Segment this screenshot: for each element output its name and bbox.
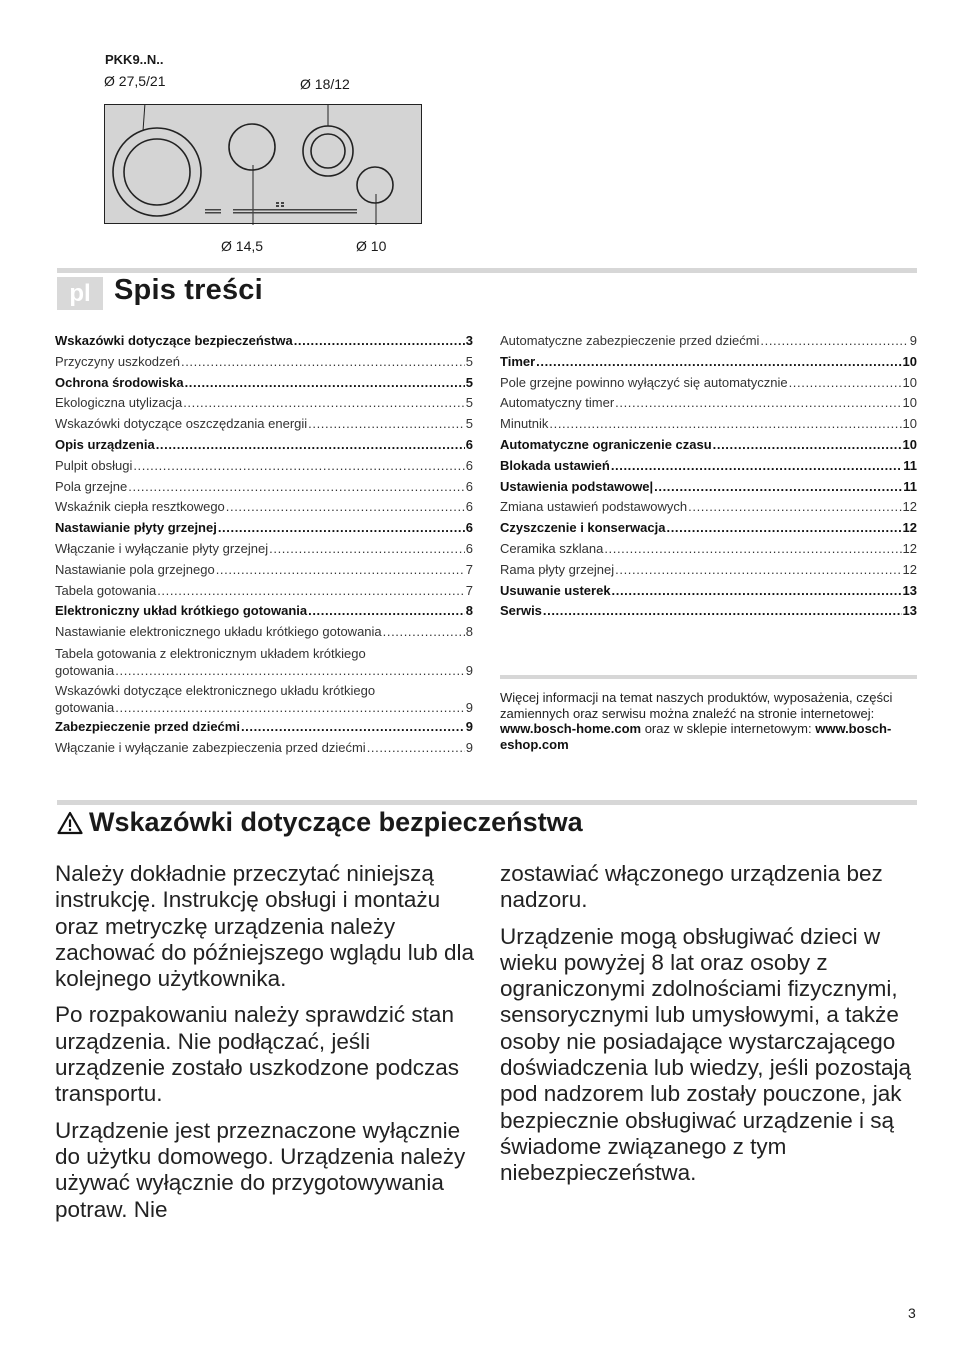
toc-entry[interactable]: [55, 643, 473, 680]
toc-leader-dots: [115, 699, 464, 716]
toc-entry-title: Włączanie i wyłączanie zabezpieczenia przed dziećmi: [55, 739, 366, 755]
toc-entry-page: 7: [465, 561, 473, 577]
toc-entry[interactable]: [500, 331, 917, 352]
toc-entry-page: 5: [465, 416, 473, 432]
safety-paragraph: Po rozpakowaniu należy sprawdzić stan urządzenia. Nie podłączać, jeśli urządzenie zostało uszkodzone podczas transportu.: [55, 1002, 460, 1107]
hob-diagram: [104, 104, 422, 224]
toc-entry[interactable]: [55, 560, 473, 581]
toc-entry-page: 11: [903, 457, 917, 473]
toc-entry-page: 6: [465, 457, 473, 473]
warning-triangle-icon: [57, 811, 83, 835]
toc-entry-title: Nastawianie płyty grzejnej: [55, 520, 217, 536]
toc-leader-dots: [133, 456, 464, 477]
toc-leader-dots: [666, 518, 901, 539]
diameter-label-small: Ø 10: [356, 238, 387, 254]
toc-leader-dots: [604, 539, 901, 560]
toc-entry[interactable]: [55, 373, 473, 394]
safety-left-column: [55, 861, 475, 1233]
toc-leader-dots: [156, 435, 465, 456]
toc-entry-title: Timer: [500, 353, 536, 369]
toc-entry[interactable]: [500, 456, 917, 477]
language-badge: pl: [57, 277, 103, 310]
toc-entry-page: 8: [465, 624, 473, 640]
toc-leader-dots: [181, 352, 465, 373]
toc-entry[interactable]: [55, 717, 473, 738]
zone-large-outer: [113, 128, 201, 216]
toc-entry-title: Minutnik: [500, 416, 549, 432]
toc-entry-title-cont: gotowania: [55, 699, 115, 715]
toc-entry[interactable]: [500, 581, 917, 602]
toc-entry[interactable]: [500, 435, 917, 456]
toc-entry-title: Zmiana ustawień podstawowych: [500, 499, 688, 515]
safety-paragraph: Urządzenie mogą obsługiwać dzieci w wieku powyżej 8 lat oraz osoby z ograniczonymi zdolnościami fizycznymi, sensorycznymi lub umysłowymi, a także osoby nie posiadające wystarczającego doświadczenia lub wiedzy, jeśli pozostają pod nadzorem lub zostały pouczone, jak bezpiecznie obsługiwać urządzenie i są świadome związanego z tym niebezpieczeństwa.: [500, 923, 912, 1186]
toc-left-column: [55, 331, 473, 759]
toc-leader-dots: [760, 331, 908, 352]
toc-leader-dots: [654, 477, 902, 498]
toc-leader-dots: [713, 435, 902, 456]
toc-entry-title: Tabela gotowania z elektronicznym układem krótkiego: [55, 645, 366, 661]
toc-entry-page: 12: [902, 520, 917, 536]
toc-entry-page: 10: [902, 395, 917, 411]
toc-entry[interactable]: [55, 680, 473, 717]
zone-small: [357, 167, 393, 203]
toc-entry-title: Wskaźnik ciepła resztkowego: [55, 499, 225, 515]
toc-leader-dots: [218, 518, 465, 539]
toc-leader-dots: [549, 414, 901, 435]
toc-entry[interactable]: [55, 352, 473, 373]
toc-entry-page: 11: [903, 478, 917, 494]
toc-entry[interactable]: [500, 601, 917, 622]
toc-leader-dots: [183, 393, 465, 414]
toc-entry-title: Ceramika szklana: [500, 540, 604, 556]
hob-layout-drawing: [105, 105, 423, 225]
toc-entry-page: 7: [465, 582, 473, 598]
toc-leader-dots: [367, 738, 465, 759]
toc-entry[interactable]: [500, 393, 917, 414]
toc-entry-title: Automatyczne zabezpieczenie przed dziećmi: [500, 333, 760, 348]
model-code: PKK9..N..: [105, 52, 164, 67]
toc-entry-title: Elektroniczny układ krótkiego gotowania: [55, 603, 308, 619]
toc-entry-page: 10: [902, 353, 917, 369]
toc-entry-title: Rama płyty grzejnej: [500, 561, 615, 577]
safety-paragraph: zostawiać włączonego urządzenia bez nadzoru.: [500, 861, 883, 913]
info-text-2: oraz w sklepie internetowym:: [641, 721, 816, 736]
toc-entry-page: 3: [465, 333, 473, 348]
toc-entry-page: 5: [465, 374, 473, 390]
toc-leader-dots: [128, 477, 464, 498]
toc-entry-page: 10: [902, 436, 917, 452]
toc-entry-page: 6: [465, 478, 473, 494]
toc-right-column: [500, 331, 917, 622]
toc-entry[interactable]: [55, 738, 473, 759]
toc-entry-page: 6: [465, 499, 473, 515]
toc-entry[interactable]: [500, 352, 917, 373]
toc-leader-dots: [789, 373, 902, 394]
toc-leader-dots: [241, 717, 465, 738]
toc-entry-title: Wskazówki dotyczące bezpieczeństwa: [55, 333, 293, 348]
toc-leader-dots: [226, 497, 465, 518]
toc-entry-title: Opis urządzenia: [55, 436, 155, 452]
toc-entry-page: 5: [465, 395, 473, 411]
safety-right-column: [500, 861, 920, 1197]
toc-entry-title: Serwis: [500, 603, 542, 619]
toc-entry-page: 13: [902, 603, 917, 619]
zone-large-inner: [124, 139, 190, 205]
toc-entry-title: Automatyczny timer: [500, 395, 615, 411]
toc-entry-title: Nastawianie elektronicznego układu krótkiego gotowania: [55, 624, 382, 640]
info-rule: [500, 675, 917, 679]
diameter-label-large: Ø 27,5/21: [104, 73, 166, 89]
toc-entry-title: Pulpit obsługi: [55, 457, 133, 473]
toc-entry-page: 10: [902, 374, 917, 390]
diameter-label-dual: Ø 18/12: [300, 76, 350, 92]
toc-entry-page: 9: [909, 333, 917, 348]
toc-entry[interactable]: [55, 456, 473, 477]
toc-entry[interactable]: [55, 622, 473, 643]
toc-leader-dots: [536, 352, 901, 373]
toc-entry[interactable]: [500, 539, 917, 560]
toc-entry-title: Usuwanie usterek: [500, 582, 611, 598]
bosch-home-link[interactable]: www.bosch-home.com: [500, 721, 642, 736]
more-info-note: [500, 690, 916, 752]
toc-leader-dots: [115, 662, 464, 679]
toc-entry-title: Zabezpieczenie przed dziećmi: [55, 718, 240, 734]
toc-leader-dots: [688, 497, 901, 518]
safety-paragraph: Urządzenie jest przeznaczone wyłącznie do użytku domowego. Urządzenia należy używać wyłącznie do przygotowywania potraw. Nie: [55, 1117, 466, 1222]
toc-entry[interactable]: [55, 539, 473, 560]
safety-title: Wskazówki dotyczące bezpieczeństwa: [89, 807, 583, 837]
toc-entry-page: 13: [902, 582, 917, 598]
toc-leader-dots: [269, 539, 465, 560]
leader-large: [143, 105, 147, 131]
info-text-1: Więcej informacji na temat naszych produktów, wyposażenia, części zamiennych oraz serwisu można znaleźć na stronie internetowej:: [500, 690, 893, 721]
control-panel-marks: [205, 202, 357, 214]
toc-entry-title: Automatyczne ograniczenie czasu: [500, 436, 712, 452]
toc-leader-dots: [615, 393, 901, 414]
toc-entry-page: 8: [465, 603, 473, 619]
toc-entry-title: Ochrona środowiska: [55, 374, 184, 390]
safety-rule: [57, 800, 917, 805]
toc-entry-title: Ustawienia podstawowe|: [500, 478, 654, 494]
toc-entry-continuation: [55, 662, 473, 679]
safety-paragraph: Należy dokładnie przeczytać niniejszą instrukcję. Instrukcję obsługi i montażu oraz metryczkę urządzenia należy zachować do późniejszego wglądu lub dla kolejnego użytkownika.: [55, 861, 475, 992]
toc-entry[interactable]: [55, 393, 473, 414]
toc-leader-dots: [157, 581, 465, 602]
diameter-label-medium: Ø 14,5: [221, 238, 264, 254]
toc-entry-page: 12: [902, 540, 917, 556]
toc-entry-page: 10: [902, 416, 917, 432]
toc-leader-dots: [611, 456, 902, 477]
toc-entry-page: 12: [902, 561, 917, 577]
toc-entry-title: Wskazówki dotyczące elektronicznego układu krótkiego: [55, 682, 376, 698]
toc-leader-dots: [294, 331, 465, 352]
toc-entry-page: 6: [465, 520, 473, 536]
toc-entry-title: Blokada ustawień: [500, 457, 610, 473]
toc-entry-title: Czyszczenie i konserwacja: [500, 520, 666, 536]
zone-dual-inner: [311, 134, 345, 168]
toc-entry[interactable]: [500, 414, 917, 435]
toc-leader-dots: [612, 581, 902, 602]
toc-entry-title: Przyczyny uszkodzeń: [55, 353, 180, 369]
toc-entry-page: 5: [465, 353, 473, 369]
toc-leader-dots: [308, 601, 465, 622]
toc-entry[interactable]: [500, 518, 917, 539]
toc-entry[interactable]: [55, 601, 473, 622]
toc-entry[interactable]: [55, 518, 473, 539]
toc-entry-title: Ekologiczna utylizacja: [55, 395, 183, 411]
section-rule: [57, 268, 917, 273]
toc-entry[interactable]: [500, 477, 917, 498]
toc-entry-title-cont: gotowania: [55, 662, 115, 678]
toc-entry[interactable]: [500, 560, 917, 581]
safety-heading: [57, 807, 583, 838]
toc-entry-page: 6: [465, 540, 473, 556]
toc-entry[interactable]: [55, 331, 473, 352]
toc-entry-title: Włączanie i wyłączanie płyty grzejnej: [55, 540, 269, 556]
toc-leader-dots: [308, 414, 465, 435]
bosch-eshop-link[interactable]: www.bosch-eshop.com: [500, 721, 892, 752]
toc-entry-title: Pola grzejne: [55, 478, 128, 494]
toc-entry-page: 12: [902, 499, 917, 515]
zone-medium: [229, 124, 275, 170]
toc-entry[interactable]: [55, 581, 473, 602]
toc-leader-dots: [216, 560, 465, 581]
toc-entry-title: Pole grzejne powinno wyłączyć się automatycznie: [500, 374, 788, 390]
toc-entry-page: 9: [465, 662, 473, 678]
toc-entry[interactable]: [55, 435, 473, 456]
toc-entry-page: 9: [465, 718, 473, 734]
toc-title: Spis treści: [114, 274, 263, 306]
toc-entry-page: 6: [465, 436, 473, 452]
toc-leader-dots: [383, 622, 465, 643]
toc-entry[interactable]: [500, 373, 917, 394]
toc-entry[interactable]: [55, 477, 473, 498]
toc-entry-page: 9: [465, 739, 473, 755]
toc-leader-dots: [615, 560, 901, 581]
toc-entry[interactable]: [55, 497, 473, 518]
toc-entry-title: Wskazówki dotyczące oszczędzania energii: [55, 416, 308, 432]
toc-entry-title: Nastawianie pola grzejnego: [55, 561, 215, 577]
toc-leader-dots: [543, 601, 902, 622]
toc-entry-page: 9: [465, 699, 473, 715]
toc-entry-title: Tabela gotowania: [55, 582, 157, 598]
page-number: 3: [908, 1305, 916, 1321]
toc-entry[interactable]: [55, 414, 473, 435]
toc-entry-continuation: [55, 699, 473, 716]
toc-entry[interactable]: [500, 497, 917, 518]
toc-leader-dots: [185, 373, 465, 394]
